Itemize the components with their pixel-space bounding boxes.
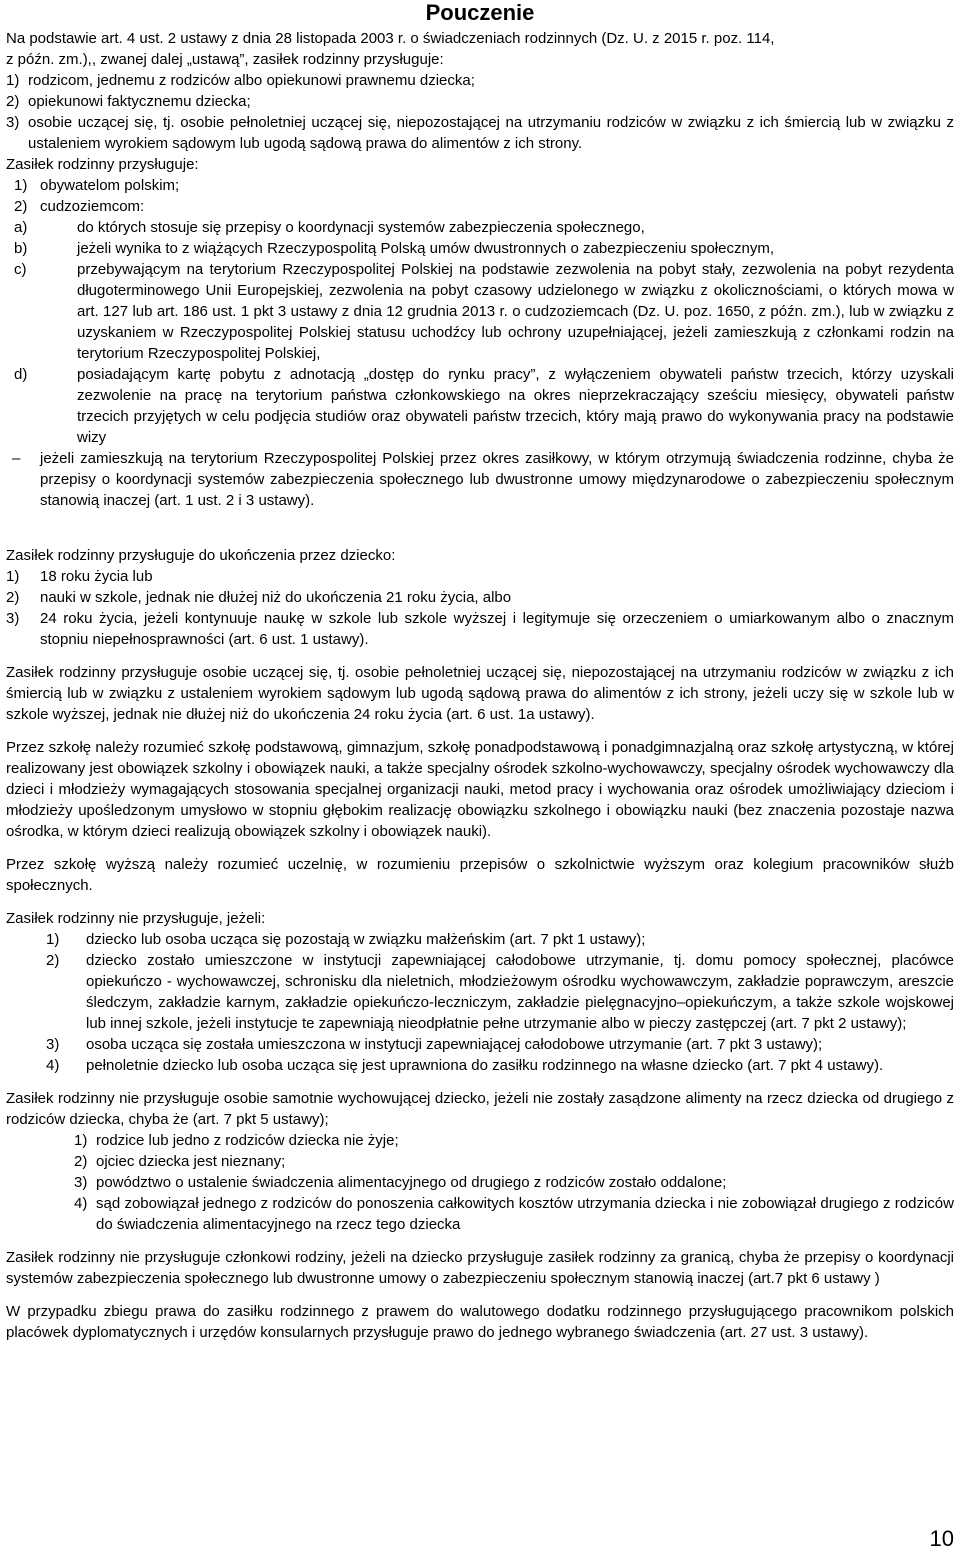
dash-bullet: – [12,450,21,467]
section-heading: Zasiłek rodzinny przysługuje do ukończenia przez dziecko: [6,547,396,564]
list-text: powództwo o ustalenie świadczenia alimentacyjnego od drugiego z rodziców zostało oddalone; [96,1174,727,1191]
section-heading: Zasiłek rodzinny nie przysługuje, jeżeli: [6,910,266,927]
intro-line-1: Na podstawie art. 4 ust. 2 ustawy z dnia 28 listopada 2003 r. o świadczeniach rodzinnych (Dz. U. z 2015 r. poz. 114, [6,30,775,47]
eligibility-section [6,154,954,511]
list-item [6,1151,954,1172]
list-item [6,112,954,154]
dash-clause [6,448,954,511]
page-number: 10 [929,1526,954,1551]
list-text: dziecko zostało umieszczone w instytucji zapewniającej całodobowe utrzymanie, tj. domu pomocy społecznej, placówce opiekuńczo - wychowawczej, schronisku dla nieletnich, młodzieżowym ośrodku wychowawczym, zakładzie poprawczym, areszcie śledczym, zakładzie karnym, zakładzie opiekuńczo-leczniczym, zakładzie pielęgnacyjno–opiekuńczym, a także szkole wojskowej lub innej szkole, jeżeli instytucje te zapewniają nieodpłatnie pełne utrzymanie albo w pieczy zastępczej (art. 7 pkt 2 ustawy); [86,952,954,1032]
student-paragraph: Zasiłek rodzinny przysługuje osobie uczącej się, tj. osobie pełnoletniej uczącej się, niepozostającej na utrzymaniu rodziców w związku z ich śmiercią lub w związku z ustaleniem wyrokiem sądowym lub ugodą sądową prawa do alimentów z ich strony, jeżeli uczy się w szkole lub w szkole wyższej, jednak nie dłużej niż do ukończenia 24 roku życia (art. 6 ust. 1a ustawy). [6,664,954,723]
dash-text: jeżeli zamieszkują na terytorium Rzeczypospolitej Polskiej przez okres zasiłkowy, w którym otrzymują świadczenia rodzinne, chyba że przepisy o koordynacji systemów zabezpieczenia społecznego lub dwustronne umowy międzynarodowe o zabezpieczeniu społecznym stanowią inaczej (art. 1 ust. 2 i 3 ustawy). [40,450,954,509]
list-item [6,196,954,217]
section-heading: Zasiłek rodzinny nie przysługuje osobie samotnie wychowującej dziecko, jeżeli nie zostały zasądzone alimenty na rzecz dziecka od drugiego z rodziców dziecka, chyba że (art. 7 pkt 5 ustawy); [6,1090,954,1128]
list-text: dziecko lub osoba ucząca się pozostają w związku małżeńskim (art. 7 pkt 1 ustawy); [86,931,646,948]
list-text: cudzoziemcom: [40,198,145,215]
list-item [6,1055,954,1076]
list-number: 1) [14,177,28,194]
abroad-paragraph: Zasiłek rodzinny nie przysługuje członkowi rodziny, jeżeli na dziecko przysługuje zasiłek rodzinny za granicą, chyba że przepisy o koordynacji systemów zabezpieczenia społecznego lub dwustronne umowy o zabezpieczeniu społecznym stanowią inaczej (art.7 pkt 6 ustawy ) [6,1249,954,1287]
list-number: 2) [6,93,20,110]
list-number: 3) [46,1036,60,1053]
list-number: 1) [74,1132,88,1149]
page-title: Pouczenie [425,0,535,25]
list-item [6,91,954,112]
list-text: nauki w szkole, jednak nie dłużej niż do ukończenia 21 roku życia, albo [40,589,512,606]
list-number: 1) [6,72,20,89]
sublist-item [6,238,954,259]
list-text: sąd zobowiązał jednego z rodziców do ponoszenia całkowitych kosztów utrzymania dziecka i nie zobowiązał drugiego z rodziców do świadczenia alimentacyjnego na rzecz tego dziecka [96,1195,954,1233]
list-number: 1) [6,568,20,585]
list-text: rodzicom, jednemu z rodziców albo opiekunowi prawnemu dziecka; [28,72,475,89]
list-text: 24 roku życia, jeżeli kontynuuje naukę w szkole lub szkole wyższej i legitymuje się orzeczeniem o umiarkowanym albo o znacznym stopniu niepełnosprawności (art. 6 ust. 1 ustawy). [40,610,954,648]
section-heading: Zasiłek rodzinny przysługuje: [6,156,199,173]
list-number: 2) [14,198,28,215]
sublist-letter: a) [14,219,28,236]
list-text: ojciec dziecka jest nieznany; [96,1153,286,1170]
sublist-text: jeżeli wynika to z wiążących Rzeczypospolitą Polską umów dwustronnych o zabezpieczeniu społecznym, [77,240,774,257]
sublist-letter: c) [14,261,27,278]
list-text: pełnoletnie dziecko lub osoba ucząca się jest uprawniona do zasiłku rodzinnego na własne dziecko (art. 7 pkt 4 ustawy). [86,1057,884,1074]
list-text: osoba ucząca się została umieszczona w instytucji zapewniającej całodobowe utrzymanie (art. 7 pkt 3 ustawy); [86,1036,823,1053]
list-number: 2) [74,1153,88,1170]
list-text: rodzice lub jedno z rodziców dziecka nie żyje; [96,1132,399,1149]
list-text: obywatelom polskim; [40,177,180,194]
list-item [6,1034,954,1055]
list-text: osobie uczącej się, tj. osobie pełnoletniej uczącej się, niepozostającej na utrzymaniu rodziców w związku z ich śmiercią lub w związku z ustaleniem wyrokiem sądowym lub ugodą sądową prawa do alimentów z ich strony. [28,114,954,152]
list-item [6,950,954,1034]
sublist-text: przebywającym na terytorium Rzeczypospolitej Polskiej na podstawie zezwolenia na pobyt stały, zezwolenia na pobyt rezydenta długoterminowego Unii Europejskiej, zezwolenia na pobyt czasowy udzielonego w związku z okolicznościami, o których mowa w art. 127 lub art. 186 ust. 1 pkt 3 ustawy z dnia 12 grudnia 2013 r. o cudzoziemcach (Dz. U. poz. 1650, z późn. zm.), lub w związku z uzyskaniem w Rzeczypospolitej Polskiej statusu uchodźcy lub ochrony uzupełniającej, jeżeli zamieszkują z członkami rodzin na terytorium Rzeczypospolitej Polskiej, [77,261,954,362]
sublist-letter: b) [14,240,28,257]
list-number: 3) [74,1174,88,1191]
intro-line-2: z późn. zm.),, zwanej dalej „ustawą”, zasiłek rodzinny przysługuje: [6,51,444,68]
sublist-item [6,259,954,364]
list-text: opiekunowi faktycznemu dziecka; [28,93,251,110]
list-item [6,1130,954,1151]
list-number: 1) [46,931,60,948]
list-item [6,175,954,196]
sublist-letter: d) [14,366,28,383]
sublist-text: do których stosuje się przepisy o koordynacji systemów zabezpieczenia społecznego, [77,219,645,236]
sublist-text: posiadającym kartę pobytu z adnotacją „dostęp do rynku pracy”, z wyłączeniem obywateli państw trzecich, którzy uzyskali zezwolenie na pracę na terytorium państwa członkowskiego na okres nieprzekraczający sześciu miesięcy, obywateli państw trzecich przyjętych w celu podjęcia studiów oraz obywateli państw trzecich, który mają prawo do wykonywania pracy na podstawie wizy [77,366,954,446]
list-number: 2) [6,589,20,606]
list-item [6,587,954,608]
sublist-item [6,364,954,448]
list-number: 2) [46,952,60,969]
list-item [6,929,954,950]
intro-section [6,28,954,154]
list-item [6,608,954,650]
higher-school-definition-paragraph: Przez szkołę wyższą należy rozumieć uczelnię, w rozumieniu przepisów o szkolnictwie wyższym oraz kolegium pracowników służb społecznych. [6,856,954,894]
list-item [6,1172,954,1193]
list-item [6,70,954,91]
list-item [6,566,954,587]
list-number: 4) [74,1195,88,1212]
single-parent-section [6,1088,954,1235]
age-section [6,545,954,650]
list-number: 3) [6,114,20,131]
list-number: 3) [6,610,20,627]
list-number: 4) [46,1057,60,1074]
concurrence-paragraph: W przypadku zbiegu prawa do zasiłku rodzinnego z prawem do walutowego dodatku rodzinnego przysługującego pracownikom polskich placówek dyplomatycznych i urzędów konsularnych przysługuje prawo do jednego wybranego świadczenia (art. 27 ust. 3 ustawy). [6,1303,954,1341]
school-definition-paragraph: Przez szkołę należy rozumieć szkołę podstawową, gimnazjum, szkołę ponadpodstawową i ponadgimnazjalną oraz szkołę artystyczną, w której realizowany jest obowiązek szkolny i obowiązek nauki, a także specjalny ośrodek szkolno-wychowawczy, specjalny ośrodek wychowawczy dla dzieci i młodzieży wymagających stosowania specjalnej organizacji nauki, metod pracy i wychowania oraz ośrodek umożliwiający dzieciom i młodzieży upośledzonym umysłowo w stopniu głębokim realizację obowiązku szkolnego i obowiązku nauki (bez znaczenia pozostaje nazwa ośrodka, w którym dzieci realizują obowiązek szkolny i obowiązek nauki). [6,739,954,840]
list-text: 18 roku życia lub [40,568,153,585]
sublist-item [6,217,954,238]
not-eligible-section [6,908,954,1076]
list-item [6,1193,954,1235]
